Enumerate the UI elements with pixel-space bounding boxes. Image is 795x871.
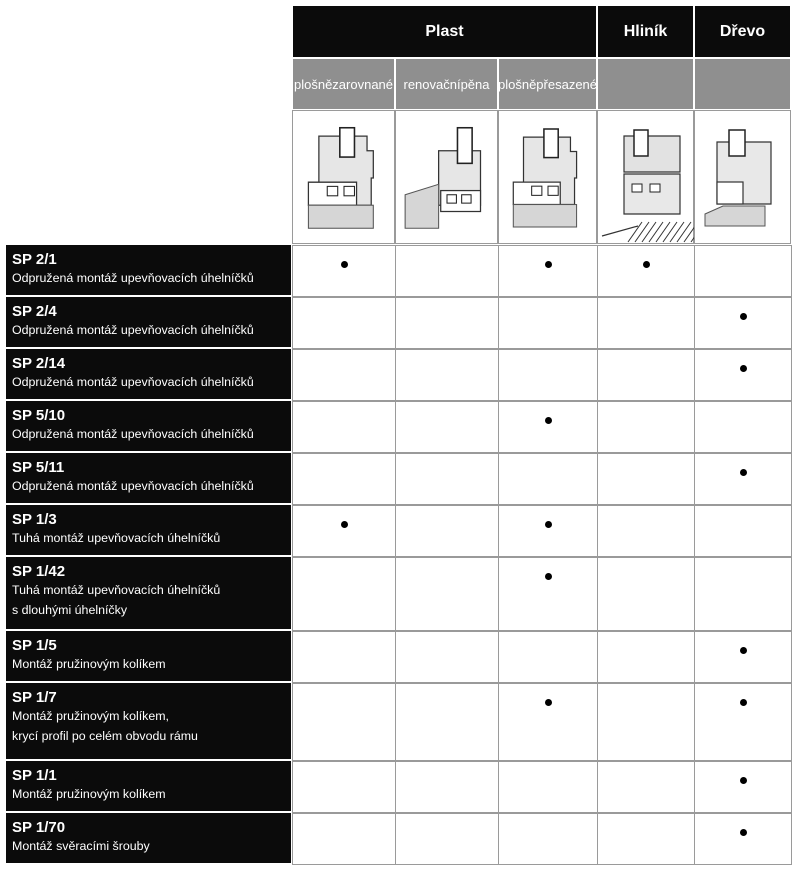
compatibility-dot bbox=[740, 313, 747, 320]
row-label bbox=[6, 813, 291, 863]
compatibility-cell bbox=[694, 453, 792, 505]
compatibility-cell bbox=[292, 453, 396, 505]
mounting-description: Odpružená montáž upevňovacích úhelníčků bbox=[12, 479, 254, 493]
compatibility-cell bbox=[694, 297, 792, 349]
row-label bbox=[6, 557, 291, 629]
compatibility-cell bbox=[597, 557, 695, 631]
mounting-description: Montáž svěracími šrouby bbox=[12, 839, 150, 853]
mounting-code: SP 1/1 bbox=[12, 767, 57, 784]
row-label bbox=[6, 761, 291, 811]
compatibility-dot bbox=[341, 521, 348, 528]
compatibility-cell bbox=[694, 813, 792, 865]
compatibility-cell bbox=[395, 401, 499, 453]
compatibility-cell bbox=[694, 401, 792, 453]
compatibility-cell bbox=[694, 557, 792, 631]
compatibility-cell bbox=[498, 761, 598, 813]
mounting-code: SP 5/10 bbox=[12, 407, 66, 424]
mounting-description: Odpružená montáž upevňovacích úhelníčků bbox=[12, 427, 254, 441]
compatibility-cell bbox=[597, 761, 695, 813]
compatibility-cell bbox=[597, 245, 695, 297]
mounting-description: Montáž pružinovým kolíkem bbox=[12, 657, 166, 671]
compatibility-cell bbox=[694, 683, 792, 761]
compatibility-cell bbox=[292, 505, 396, 557]
compatibility-cell bbox=[597, 297, 695, 349]
compatibility-cell bbox=[597, 349, 695, 401]
mounting-code: SP 2/1 bbox=[12, 251, 57, 268]
compatibility-dot bbox=[643, 261, 650, 268]
frame-profile-wood-icon bbox=[694, 110, 791, 244]
compatibility-cell bbox=[597, 813, 695, 865]
column-group-drevo: Dřevo bbox=[695, 6, 790, 57]
compatibility-cell bbox=[597, 401, 695, 453]
mounting-code: SP 2/14 bbox=[12, 355, 66, 372]
mounting-code: SP 1/5 bbox=[12, 637, 57, 654]
compatibility-cell bbox=[292, 813, 396, 865]
compatibility-cell bbox=[694, 349, 792, 401]
subcolumn-header-3: plošně přesazené bbox=[499, 59, 596, 109]
row-label bbox=[6, 453, 291, 503]
compatibility-dot bbox=[545, 573, 552, 580]
compatibility-dot bbox=[545, 417, 552, 424]
row-label bbox=[6, 297, 291, 347]
subcolumn-header-4 bbox=[598, 59, 693, 109]
compatibility-cell bbox=[395, 813, 499, 865]
compatibility-cell bbox=[292, 631, 396, 683]
frame-profile-wood-drawing bbox=[695, 111, 791, 245]
compatibility-cell bbox=[395, 761, 499, 813]
compatibility-cell bbox=[395, 557, 499, 631]
compatibility-cell bbox=[694, 631, 792, 683]
frame-profile-renovation-foam-icon bbox=[395, 110, 498, 244]
mounting-description: Montáž pružinovým kolíkem, bbox=[12, 709, 170, 723]
compatibility-dot bbox=[740, 469, 747, 476]
compatibility-dot bbox=[545, 521, 552, 528]
frame-profile-flush-icon bbox=[292, 110, 395, 244]
compatibility-cell bbox=[395, 631, 499, 683]
frame-profile-renovation-foam-drawing bbox=[396, 111, 498, 245]
compatibility-cell bbox=[395, 453, 499, 505]
compatibility-dot bbox=[740, 699, 747, 706]
compatibility-cell bbox=[292, 401, 396, 453]
compatibility-dot bbox=[740, 777, 747, 784]
compatibility-cell bbox=[694, 505, 792, 557]
compatibility-cell bbox=[498, 813, 598, 865]
row-label bbox=[6, 683, 291, 759]
compatibility-cell bbox=[395, 349, 499, 401]
compatibility-cell bbox=[292, 349, 396, 401]
compatibility-cell bbox=[694, 245, 792, 297]
compatibility-cell bbox=[395, 245, 499, 297]
mounting-code: SP 5/11 bbox=[12, 459, 65, 476]
mounting-code: SP 1/70 bbox=[12, 819, 66, 836]
mounting-description: Tuhá montáž upevňovacích úhelníčků bbox=[12, 583, 221, 597]
mounting-description: Odpružená montáž upevňovacích úhelníčků bbox=[12, 375, 254, 389]
mounting-code: SP 1/3 bbox=[12, 511, 57, 528]
compatibility-cell bbox=[498, 401, 598, 453]
compatibility-dot bbox=[545, 261, 552, 268]
compatibility-dot bbox=[341, 261, 348, 268]
row-label bbox=[6, 401, 291, 451]
compatibility-cell bbox=[498, 297, 598, 349]
compatibility-cell bbox=[498, 505, 598, 557]
compatibility-cell bbox=[694, 761, 792, 813]
subcolumn-header-5 bbox=[695, 59, 790, 109]
frame-profile-offset-icon bbox=[498, 110, 597, 244]
compatibility-cell bbox=[498, 683, 598, 761]
mounting-description: Odpružená montáž upevňovacích úhelníčků bbox=[12, 271, 254, 285]
compatibility-cell bbox=[292, 245, 396, 297]
subcolumn-header-2: renovační pěna bbox=[396, 59, 497, 109]
frame-profile-aluminium-drawing bbox=[598, 111, 694, 245]
compatibility-cell bbox=[395, 683, 499, 761]
compatibility-cell bbox=[292, 683, 396, 761]
compatibility-dot bbox=[740, 365, 747, 372]
row-label bbox=[6, 245, 291, 295]
compatibility-cell bbox=[292, 761, 396, 813]
mounting-code: SP 2/4 bbox=[12, 303, 57, 320]
compatibility-cell bbox=[597, 453, 695, 505]
compatibility-cell bbox=[597, 683, 695, 761]
mounting-description: Montáž pružinovým kolíkem bbox=[12, 787, 166, 801]
compatibility-dot bbox=[740, 647, 747, 654]
compatibility-cell bbox=[292, 297, 396, 349]
row-label bbox=[6, 505, 291, 555]
mounting-description: Odpružená montáž upevňovacích úhelníčků bbox=[12, 323, 254, 337]
subcolumn-header-1: plošně zarovnané bbox=[293, 59, 394, 109]
mounting-description: Tuhá montáž upevňovacích úhelníčků bbox=[12, 531, 221, 545]
compatibility-cell bbox=[292, 557, 396, 631]
mounting-code: SP 1/42 bbox=[12, 563, 66, 580]
compatibility-cell bbox=[498, 631, 598, 683]
column-group-hlinik: Hliník bbox=[598, 6, 693, 57]
compatibility-cell bbox=[498, 557, 598, 631]
compatibility-cell bbox=[597, 505, 695, 557]
mounting-description: s dlouhými úhelníčky bbox=[12, 602, 128, 617]
compatibility-cell bbox=[597, 631, 695, 683]
compatibility-dot bbox=[545, 699, 552, 706]
compatibility-cell bbox=[498, 245, 598, 297]
frame-profile-offset-drawing bbox=[499, 111, 597, 245]
compatibility-cell bbox=[395, 297, 499, 349]
compatibility-dot bbox=[740, 829, 747, 836]
mounting-code: SP 1/7 bbox=[12, 689, 57, 706]
mounting-description: krycí profil po celém obvodu rámu bbox=[12, 728, 198, 743]
column-group-plast: Plast bbox=[293, 6, 596, 57]
frame-profile-flush-drawing bbox=[293, 111, 395, 245]
compatibility-cell bbox=[498, 349, 598, 401]
row-label bbox=[6, 349, 291, 399]
compatibility-cell bbox=[395, 505, 499, 557]
frame-profile-aluminium-icon bbox=[597, 110, 694, 244]
compatibility-cell bbox=[498, 453, 598, 505]
row-label bbox=[6, 631, 291, 681]
